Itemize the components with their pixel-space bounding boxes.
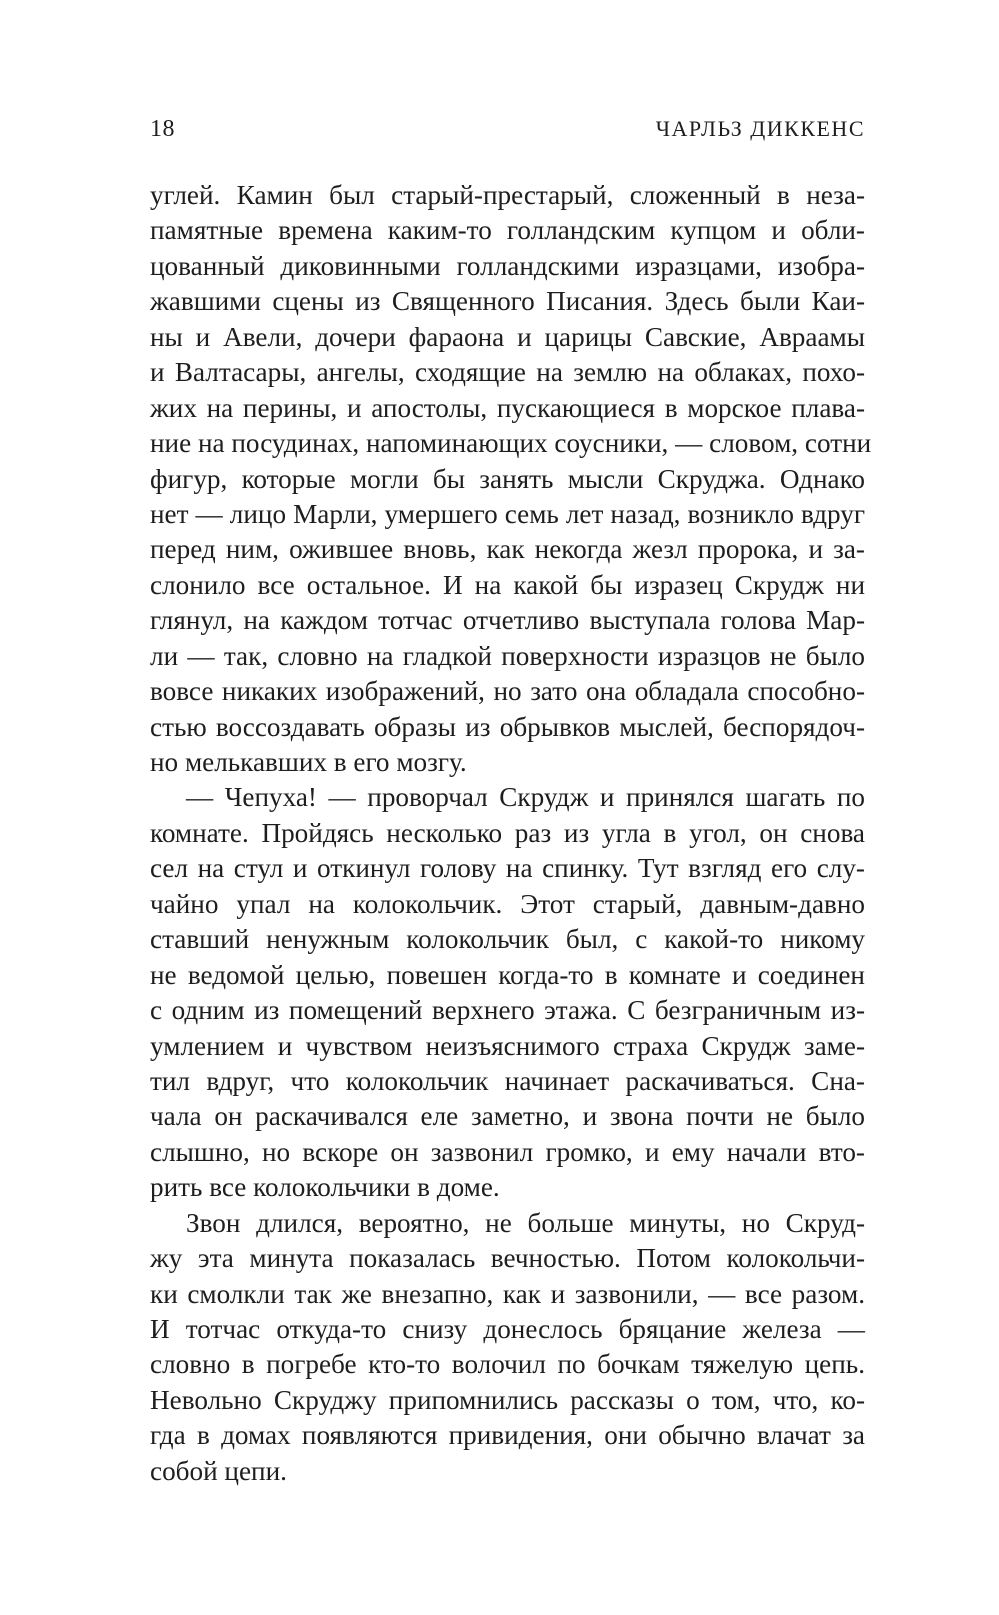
text-line: И тотчас откуда-то снизу донеслось бряцание железа — — [150, 1314, 865, 1344]
text-line: глянул, на каждом тотчас отчетливо выступала голова Мар- — [150, 605, 865, 636]
text-line: углей. Камин был старый-престарый, сложенный в неза- — [150, 180, 865, 210]
paragraph-first-line: Звон длился, вероятно, не больше минуты, но Скруд- — [186, 1207, 865, 1238]
paragraph-first-line: — Чепуха! — проворчал Скрудж и принялся шагать по — [186, 782, 865, 813]
text-line: жих на перины, и апостолы, пускающиеся в морское плава- — [150, 392, 865, 423]
text-line: нет — лицо Марли, умершего семь лет назад, возникло вдруг — [150, 498, 865, 529]
text-line: чала он раскачивался еле заметно, и звона почти не было — [150, 1101, 865, 1132]
text-line: стью воссоздавать образы из обрывков мыслей, беспорядоч- — [150, 711, 865, 742]
text-line: тил вдруг, что колокольчик начинает раскачиваться. Сна- — [150, 1065, 865, 1096]
text-line: фигур, которые могли бы занять мысли Скруджа. Однако — [150, 463, 865, 494]
text-line: чайно упал на колокольчик. Этот старый, давным-давно — [150, 888, 865, 919]
paragraph-end-line: рить все колокольчики в доме. — [150, 1172, 500, 1203]
text-line: ны и Авели, дочери фараона и царицы Савские, Авраамы — [150, 321, 865, 352]
text-line: Невольно Скруджу припомнились рассказы о том, что, ко- — [150, 1384, 865, 1415]
page-number: 18 — [150, 116, 175, 142]
text-line: жу эта минута показалась вечностью. Потом колокольчи- — [150, 1243, 865, 1274]
text-line: умлением и чувством неизъяснимого страха Скрудж заме- — [150, 1030, 865, 1061]
text-line: слышно, но вскоре он зазвонил громко, и ему начали вто- — [150, 1136, 865, 1167]
text-line: памятные времена каким-то голландским купцом и обли- — [150, 215, 865, 246]
running-head: ЧАРЛЬЗ ДИККЕНС — [655, 116, 865, 141]
text-line: ли — так, словно на гладкой поверхности изразцов не было — [150, 640, 865, 671]
text-line: сел на стул и откинул голову на спинку. Тут взгляд его слу- — [150, 853, 865, 884]
text-line: и Валтасары, ангелы, сходящие на землю на облаках, похо- — [150, 357, 865, 388]
paragraph-end-line: но мелькавших в его мозгу. — [150, 747, 467, 777]
text-line: ки смолкли так же внезапно, как и зазвонили, — все разом. — [150, 1278, 865, 1309]
text-line: комнате. Пройдясь несколько раз из угла в угол, он снова — [150, 817, 865, 848]
text-line: вовсе никаких изображений, но зато она обладала способно- — [150, 676, 865, 707]
text-line: словно в погребе кто-то волочил по бочкам тяжелую цепь. — [150, 1349, 865, 1380]
page-header — [150, 116, 865, 146]
text-line: цованный диковинными голландскими изразцами, изобра- — [150, 250, 865, 281]
text-line: ние на посудинах, напоминающих соусники, — словом, сотни — [150, 428, 872, 459]
text-line: ставший ненужным колокольчик был, с какой-то никому — [150, 924, 865, 955]
text-line: слонило все остальное. И на какой бы изразец Скрудж ни — [150, 569, 865, 600]
text-line: перед ним, ожившее вновь, как некогда жезл пророка, и за- — [150, 534, 865, 565]
paragraph-end-line: собой цепи. — [150, 1455, 287, 1486]
text-line: не ведомой целью, повешен когда-то в комнате и соединен — [150, 959, 865, 990]
text-line: с одним из помещений верхнего этажа. С безграничным из- — [150, 995, 865, 1026]
body-text — [150, 178, 872, 1489]
text-line: жавшими сцены из Священного Писания. Здесь были Каи- — [150, 286, 865, 317]
text-line: гда в домах появляются привидения, они обычно влачат за — [150, 1420, 865, 1451]
